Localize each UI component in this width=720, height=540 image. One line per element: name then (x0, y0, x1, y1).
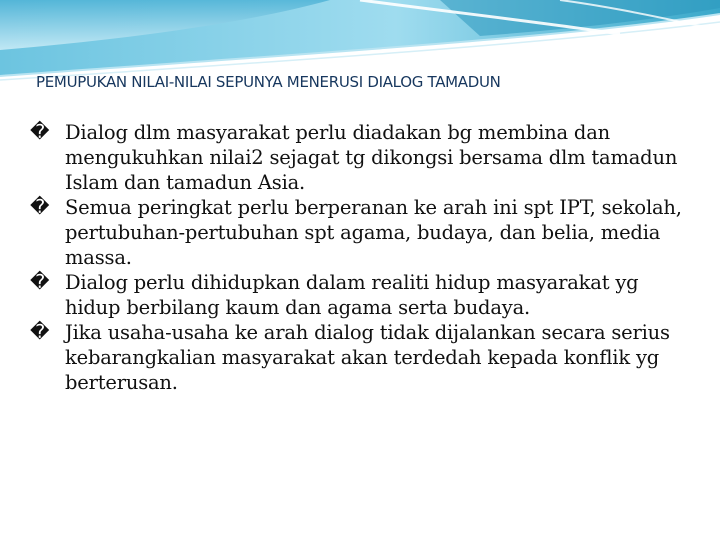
bullet-text: Semua peringkat perlu berperanan ke arah ini spt IPT, sekolah, pertubuhan-pertubuhan spt agama, budaya, dan belia, media massa. (65, 196, 682, 269)
bullet-text: Dialog perlu dihidupkan dalam realiti hidup masyarakat yg hidup berbilang kaum dan agama serta budaya. (65, 271, 639, 319)
bullet-glyph-icon: � (30, 196, 50, 218)
bullet-list (30, 120, 690, 395)
bullet-text: Dialog dlm masyarakat perlu diadakan bg membina dan mengukuhkan nilai2 sejagat tg dikongsi bersama dlm tamadun Islam dan tamadun Asia. (65, 121, 678, 194)
bullet-item (30, 320, 690, 395)
bullet-glyph-icon: � (30, 271, 50, 293)
bullet-glyph-icon: � (30, 121, 50, 143)
bullet-item (30, 195, 690, 270)
bullet-item (30, 120, 690, 195)
bullet-item (30, 270, 690, 320)
bullet-glyph-icon: � (30, 321, 50, 343)
slide-title: PEMUPUKAN NILAI-NILAI SEPUNYA MENERUSI DIALOG TAMADUN (36, 73, 501, 91)
bullet-text: Jika usaha-usaha ke arah dialog tidak dijalankan secara serius kebarangkalian masyarakat akan terdedah kepada konflik yg berterusan. (65, 321, 670, 394)
